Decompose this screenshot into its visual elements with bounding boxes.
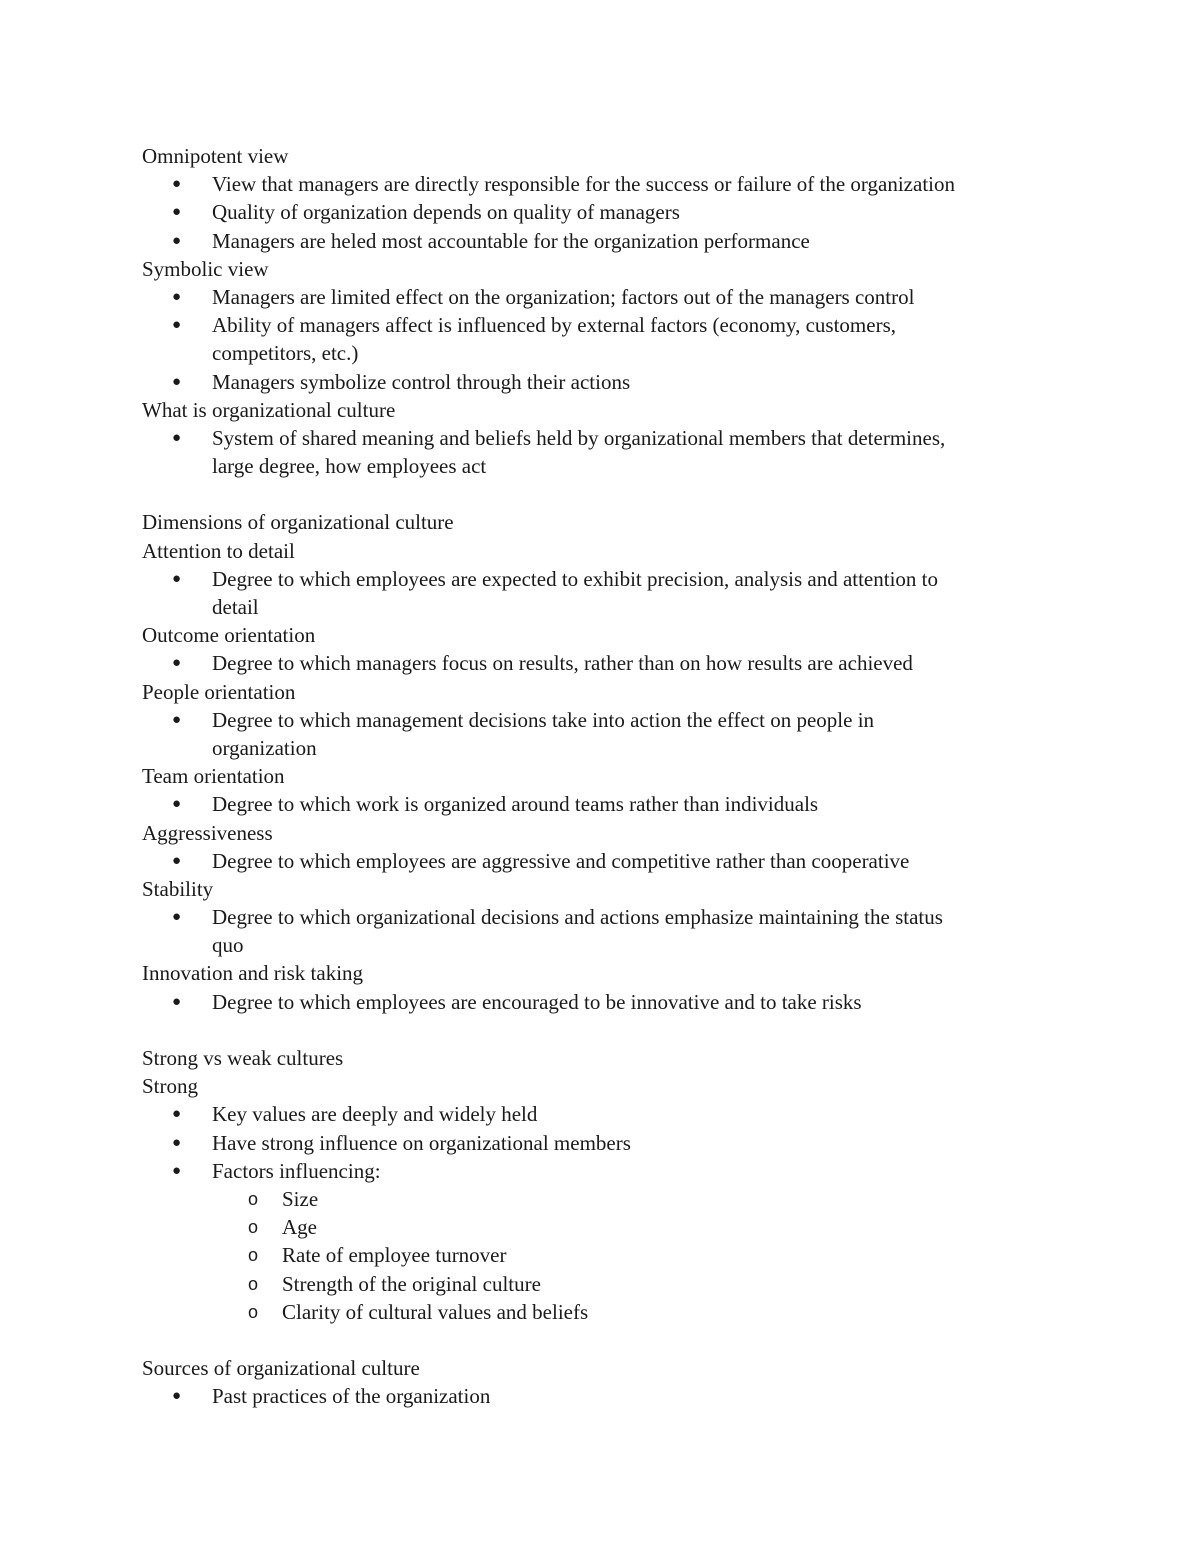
subheading-outcome-orientation: Outcome orientation xyxy=(142,623,316,648)
section-heading-strong-vs-weak: Strong vs weak cultures xyxy=(142,1046,344,1070)
section-heading-sources: Sources of organizational culture xyxy=(142,1356,420,1381)
sub-list-item: o Rate of employee turnover xyxy=(142,1241,1062,1269)
subheading-innovation: Innovation and risk taking xyxy=(142,961,364,986)
bullet-icon: ● xyxy=(172,852,182,869)
bullet-icon: ● xyxy=(172,288,182,305)
list-item-continuation: quo xyxy=(212,933,244,958)
bullet-icon: ● xyxy=(172,796,182,813)
section-heading-omnipotent-view: Omnipotent view xyxy=(142,144,289,168)
hollow-bullet-icon: o xyxy=(248,1217,259,1238)
list-item: ● View that managers are directly responsible for the success or failure of the organization xyxy=(142,170,1062,198)
hollow-bullet-icon: o xyxy=(248,1301,259,1322)
list-item: ● Degree to which management decisions take into action the effect on people in xyxy=(142,706,1062,734)
list-item: ● Degree to which organizational decisions and actions emphasize maintaining the status xyxy=(142,903,1062,931)
bullet-icon: ● xyxy=(172,176,182,193)
sub-list-item: o Size xyxy=(142,1185,1062,1213)
section-heading-what-is-culture: What is organizational culture xyxy=(142,397,396,422)
sub-list-item: o Clarity of cultural values and beliefs xyxy=(142,1298,1062,1326)
bullet-icon: ● xyxy=(172,373,182,390)
bullet-icon: ● xyxy=(172,570,182,587)
list-item: ● Managers symbolize control through their actions xyxy=(142,368,1062,396)
bullet-icon: ● xyxy=(172,204,182,221)
list-item-continuation: detail xyxy=(212,595,259,619)
list-item: ● System of shared meaning and beliefs held by organizational members that determines, xyxy=(142,424,1062,452)
list-item: ● Quality of organization depends on quality of managers xyxy=(142,198,1062,226)
document-page xyxy=(142,142,1062,1410)
section-heading-dimensions: Dimensions of organizational culture xyxy=(142,510,454,535)
sub-list-item: o Age xyxy=(142,1213,1062,1241)
list-item: ● Degree to which employees are expected to exhibit precision, analysis and attention to xyxy=(142,565,1062,593)
bullet-icon: ● xyxy=(172,1106,182,1123)
subheading-aggressiveness: Aggressiveness xyxy=(142,820,273,845)
list-item: ● Factors influencing: xyxy=(142,1157,1062,1185)
blank-line xyxy=(142,1016,1062,1044)
list-item-continuation: large degree, how employees act xyxy=(212,454,487,479)
section-heading-symbolic-view: Symbolic view xyxy=(142,256,269,281)
list-item: ● Past practices of the organization xyxy=(142,1382,1062,1410)
bullet-icon: ● xyxy=(172,1134,182,1151)
bullet-icon: ● xyxy=(172,232,182,249)
list-item: ● Degree to which employees are aggressive and competitive rather than cooperative xyxy=(142,847,1062,875)
list-item-continuation: organization xyxy=(212,735,317,760)
list-item: ● Managers are heled most accountable for the organization performance xyxy=(142,227,1062,255)
bullet-icon: ● xyxy=(172,993,182,1010)
list-item: ● Managers are limited effect on the organization; factors out of the managers control xyxy=(142,283,1062,311)
list-item: ● Degree to which employees are encouraged to be innovative and to take risks xyxy=(142,988,1062,1016)
list-item: ● Degree to which work is organized around teams rather than individuals xyxy=(142,790,1062,818)
list-item: ● Degree to which managers focus on results, rather than on how results are achieved xyxy=(142,649,1062,677)
bullet-icon: ● xyxy=(172,317,182,334)
blank-line xyxy=(142,480,1062,508)
sub-list-item: o Strength of the original culture xyxy=(142,1270,1062,1298)
subheading-strong: Strong xyxy=(142,1074,199,1099)
list-item-continuation: competitors, etc.) xyxy=(212,341,359,366)
hollow-bullet-icon: o xyxy=(248,1273,259,1294)
bullet-icon: ● xyxy=(172,1162,182,1179)
list-item: ● Key values are deeply and widely held xyxy=(142,1100,1062,1128)
blank-line xyxy=(142,1326,1062,1354)
bullet-icon: ● xyxy=(172,655,182,672)
subheading-stability: Stability xyxy=(142,876,214,901)
list-item: ● Ability of managers affect is influenced by external factors (economy, customers, xyxy=(142,311,1062,339)
bullet-icon: ● xyxy=(172,711,182,728)
hollow-bullet-icon: o xyxy=(248,1245,259,1266)
bullet-icon: ● xyxy=(172,909,182,926)
list-item: ● Have strong influence on organizational members xyxy=(142,1129,1062,1157)
bullet-icon: ● xyxy=(172,429,182,446)
bullet-icon: ● xyxy=(172,1388,182,1405)
subheading-people-orientation: People orientation xyxy=(142,679,296,704)
subheading-team-orientation: Team orientation xyxy=(142,764,285,789)
subheading-attention-to-detail: Attention to detail xyxy=(142,538,295,563)
hollow-bullet-icon: o xyxy=(248,1188,259,1209)
